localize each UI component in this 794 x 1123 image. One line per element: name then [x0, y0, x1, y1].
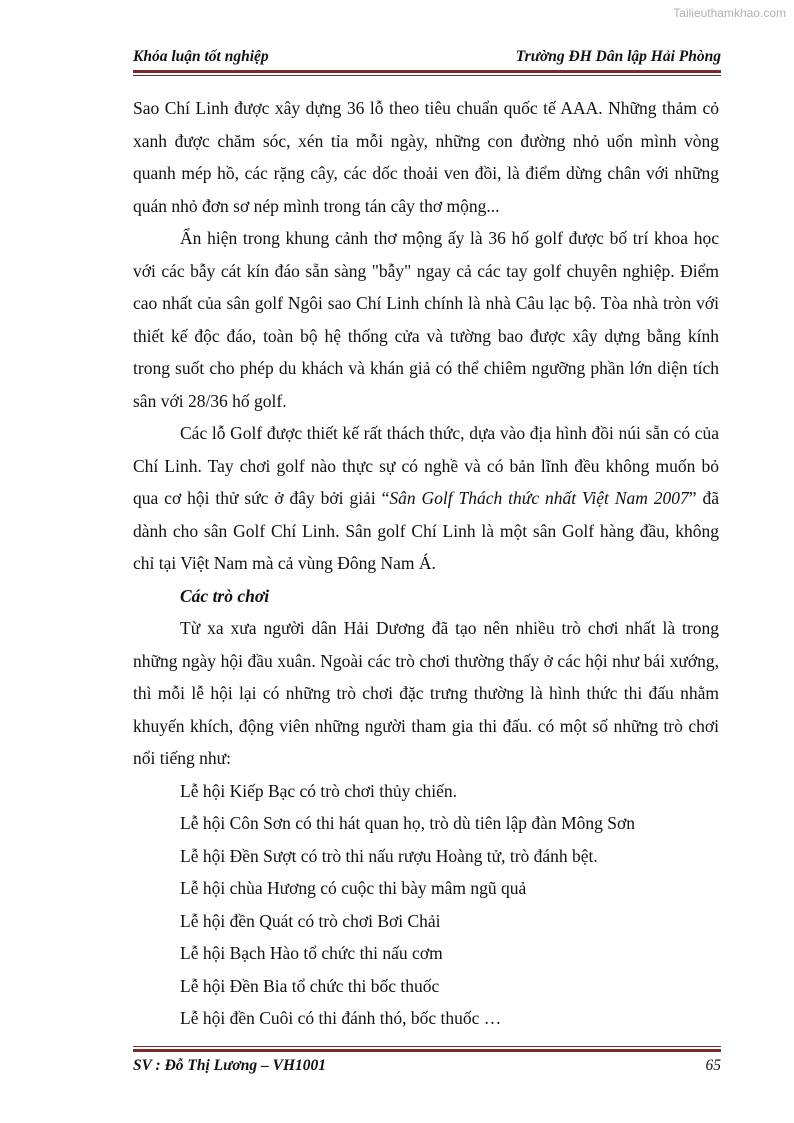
list-item: Lễ hội Đền Sượt có trò thi nấu rượu Hoàng tử, trò đánh bệt. — [180, 845, 598, 866]
footer-author: SV : Đỗ Thị Lương – VH1001 — [133, 1057, 327, 1074]
page-footer — [133, 1057, 721, 1075]
header-university: Trường ĐH Dân lập Hải Phòng — [515, 48, 721, 65]
page-header — [133, 48, 721, 66]
paragraph-golf-course: Sao Chí Linh được xây dựng 36 lỗ theo tiêu chuẩn quốc tế AAA. Những thảm cỏ xanh được chăm sóc, xén tỉa mỗi ngày, những con đường nhỏ uốn mình vòng quanh mép hồ, các rặng cây, các dốc thoải ven đồi, là điểm dừng chân với những quán nhỏ đơn sơ nép mình trong tán cây thơ mộng... — [133, 98, 719, 216]
header-rule-thin — [133, 75, 721, 76]
list-item: Lễ hội đền Quát có trò chơi Bơi Chải — [180, 910, 441, 931]
page-number: 65 — [705, 1057, 721, 1074]
list-item: Lễ hội Đền Bia tổ chức thi bốc thuốc — [180, 975, 440, 996]
festival-list — [133, 775, 719, 1035]
list-item: Lễ hội đền Cuôi có thi đánh thó, bốc thuốc … — [180, 1008, 502, 1028]
header-thesis-label: Khóa luận tốt nghiệp — [133, 48, 269, 65]
header-rule-thick — [133, 70, 721, 73]
paragraph-golf-challenge-end: ” đã dành cho sân Golf Chí Linh. Sân golf Chí Linh là một sân Golf hàng đầu, không chỉ tại Việt Nam mà cả vùng Đông Nam Á. — [133, 488, 719, 573]
award-name: Sân Golf Thách thức nhất Việt Nam 2007 — [389, 488, 689, 508]
paragraph-golf-challenge — [133, 417, 719, 580]
watermark: Tailieuthamkhao.com — [673, 6, 786, 20]
list-item: Lễ hội Kiếp Bạc có trò chơi thủy chiến. — [180, 780, 458, 801]
footer-rule-thick — [133, 1049, 721, 1052]
page-body — [133, 92, 719, 1035]
paragraph-golf-challenge-start: Các lỗ Golf được thiết kế rất thách thức, dựa vào địa hình đồi núi sẵn có của Chí Linh. Tay chơi golf nào thực sự có nghề và có bản lĩnh đều không muốn bỏ qua cơ hội thử sức ở đây bởi giải “ — [133, 423, 719, 508]
footer-rule-thin — [133, 1046, 721, 1047]
paragraph-golf-holes: Ẩn hiện trong khung cảnh thơ mộng ấy là 36 hố golf được bố trí khoa học với các bẫy cát kín đáo sẵn sàng "bẫy" ngay cả các tay golf chuyên nghiệp. Điểm cao nhất của sân golf Ngôi sao Chí Linh chính là nhà Câu lạc bộ. Tòa nhà tròn với thiết kế độc đáo, toàn bộ hệ thống cửa và tường bao được xây dựng bằng kính trong suốt cho phép du khách và khán giả có thể chiêm ngưỡng phần lớn diện tích sân với 28/36 hố golf. — [133, 228, 719, 411]
list-item: Lễ hội Côn Sơn có thi hát quan họ, trò dù tiên lập đàn Mông Sơn — [180, 813, 635, 833]
paragraph-traditional-games: Từ xa xưa người dân Hải Dương đã tạo nên nhiều trò chơi nhất là trong những ngày hội đầu xuân. Ngoài các trò chơi thường thấy ở các hội như bái xướng, thì mỗi lễ hội lại có những trò chơi đặc trưng thường là hình thức thi đấu nhằm khuyến khích, động viên những người tham gia thi đấu. có một số những trò chơi nổi tiếng như: — [133, 618, 719, 768]
list-item: Lễ hội chùa Hương có cuộc thi bày mâm ngũ quả — [180, 878, 527, 898]
list-item: Lễ hội Bạch Hào tổ chức thi nấu cơm — [180, 943, 443, 963]
section-heading-games: Các trò chơi — [180, 585, 270, 606]
